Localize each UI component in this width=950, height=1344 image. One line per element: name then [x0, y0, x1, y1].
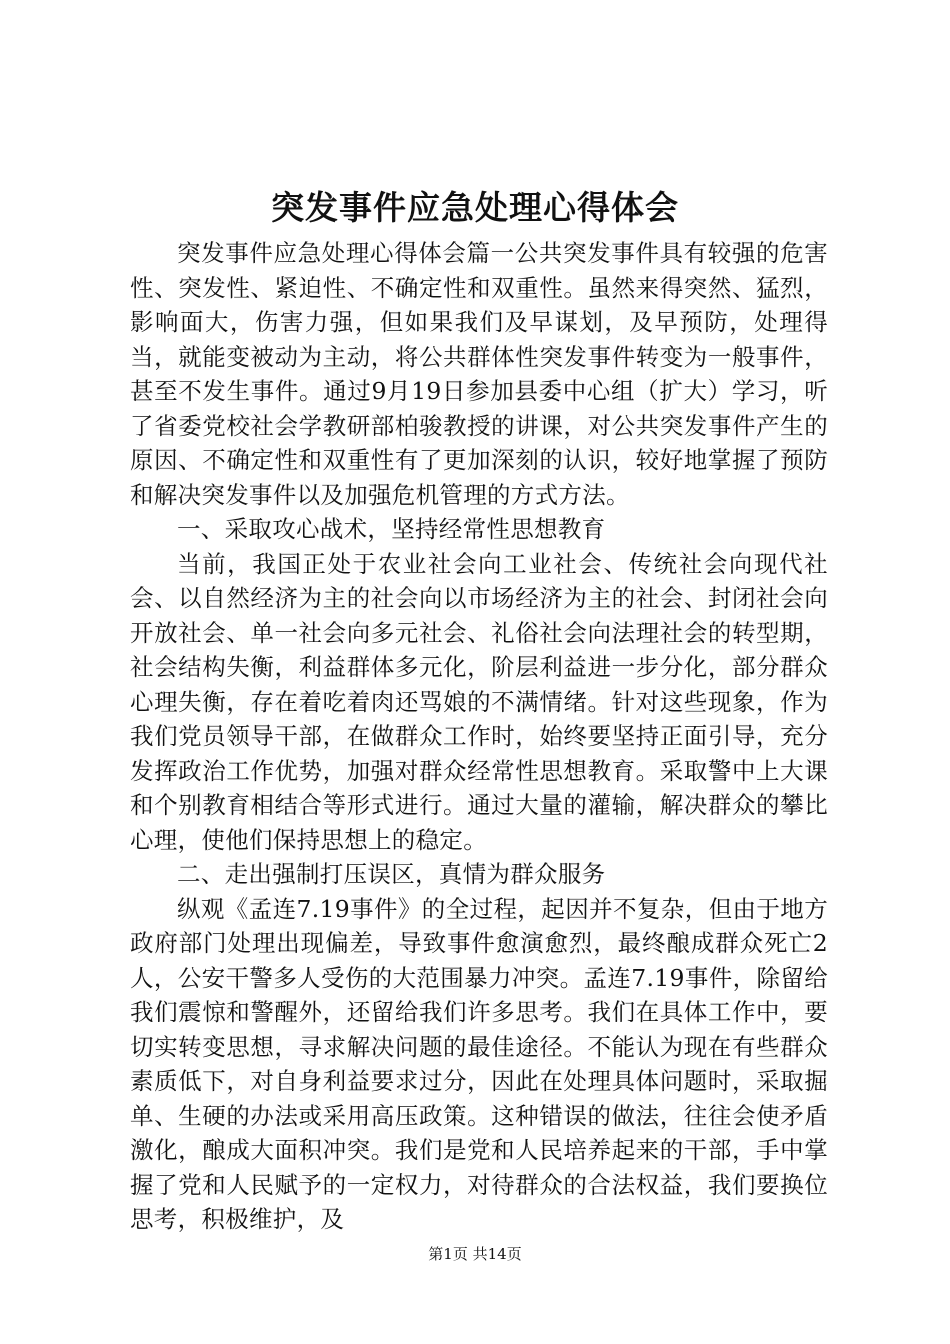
page-number-footer: 第1页 共14页: [428, 1245, 522, 1263]
document-title: 突发事件应急处理心得体会: [271, 188, 679, 227]
section-heading-2: 二、走出强制打压误区，真情为群众服务: [177, 860, 606, 888]
paragraph-section-1: 当前，我国正处于农业社会向工业社会、传统社会向现代社会、以自然经济为主的社会向以市场经济为主的社会、封闭社会向开放社会、单一社会向多元社会、礼俗社会向法理社会的转型期，社会结构失衡，利益群体多元化，阶层利益进一步分化，部分群众心理失衡，存在着吃着肉还骂娘的不满情绪。针对这些现象，作为我们党员领导干部，在做群众工作时，始终要坚持正面引导，充分发挥政治工作优势，加强对群众经常性思想教育。采取警中上大课和个别教育相结合等形式进行。通过大量的灌输，解决群众的攀比心理，使他们保持思想上的稳定。: [130, 549, 828, 854]
paragraph-section-2: 纵观《孟连7.19事件》的全过程，起因并不复杂，但由于地方政府部门处理出现偏差，导致事件愈演愈烈，最终酿成群众死亡2人，公安干警多人受伤的大范围暴力冲突。孟连7.19事件，除留给我们震惊和警醒外，还留给我们许多思考。我们在具体工作中，要切实转变思想，寻求解决问题的最佳途径。不能认为现在有些群众素质低下，对自身利益要求过分，因此在处理具体问题时，采取掘单、生硬的办法或采用高压政策。这种错误的做法，往往会使矛盾激化，酿成大面积冲突。我们是党和人民培养起来的干部，手中掌握了党和人民赋予的一定权力，对待群众的合法权益，我们要换位思考，积极维护，及: [130, 894, 828, 1233]
section-heading-1: 一、采取攻心战术，坚持经常性思想教育: [177, 515, 606, 543]
paragraph-intro: 突发事件应急处理心得体会篇一公共突发事件具有较强的危害性、突发性、紧迫性、不确定性和双重性。虽然来得突然、猛烈，影响面大，伤害力强，但如果我们及早谋划，及早预防，处理得当，就能变被动为主动，将公共群体性突发事件转变为一般事件，甚至不发生事件。通过9月19日参加县委中心组（扩大）学习，听了省委党校社会学教研部柏骏教授的讲课，对公共突发事件产生的原因、不确定性和双重性有了更加深刻的认识，较好地掌握了预防和解决突发事件以及加强危机管理的方式方法。: [130, 239, 828, 509]
document-body: [130, 236, 828, 1237]
